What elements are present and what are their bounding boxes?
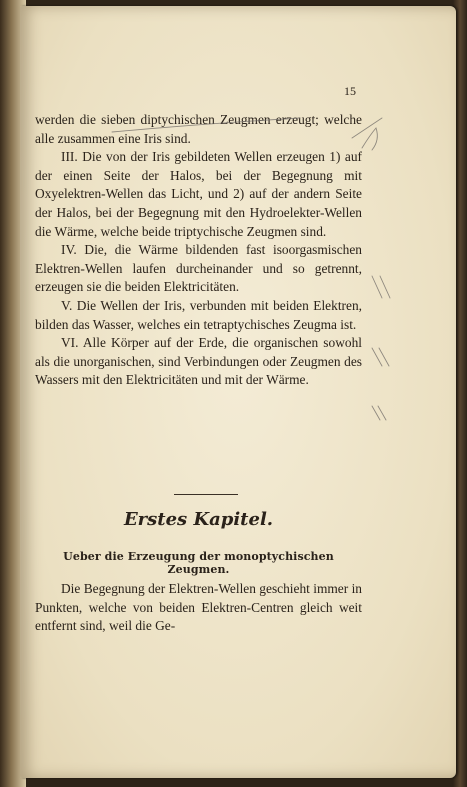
chapter-subtitle: Ueber die Erzeugung der monoptychischen Zeugmen. xyxy=(63,550,334,576)
paragraph-iii: III. Die von der Iris gebildeten Wellen erzeugen 1) auf der einen Seite der Halos, bei der Begegnung mit Oxyelektren-Wellen das Licht, und 2) auf der andern Seite der Halos, bei der Begegnung mit den Hydroelekter-Wellen die Wärme, welche beide triptychische Zeugmen sind. xyxy=(35,149,362,239)
chapter-title: Erstes Kapitel. xyxy=(123,509,274,530)
chapter-text-block xyxy=(35,580,362,636)
paragraph-v: V. Die Wellen der Iris, verbunden mit beiden Elektren, bilden das Wasser, welches ein tetraptychisches Zeugma ist. xyxy=(35,297,362,332)
paragraph-vi: VI. Alle Körper auf der Erde, die organischen sowohl als die unorganischen, sind Verbindungen oder Zeugmen des Wassers mit den Elektricitäten und mit der Wärme. xyxy=(35,335,362,388)
section-divider xyxy=(174,494,238,495)
main-text-block xyxy=(35,111,362,390)
paragraph-iv: IV. Die, die Wärme bildenden fast isoorgasmischen Elektren-Wellen laufen durcheinander und so getrennt, erzeugen sie die beiden Elektricitäten. xyxy=(35,242,362,295)
page-number: 15 xyxy=(344,84,356,98)
paragraph-continuation: werden die sieben diptychischen Zeugmen erzeugt; welche alle zusammen eine Iris sind. xyxy=(35,112,362,146)
chapter-paragraph: Die Begegnung der Elektren-Wellen geschieht immer in Punkten, welche von beiden Elektren-Centren gleich weit entfernt sind, weil die Ge- xyxy=(35,581,362,634)
